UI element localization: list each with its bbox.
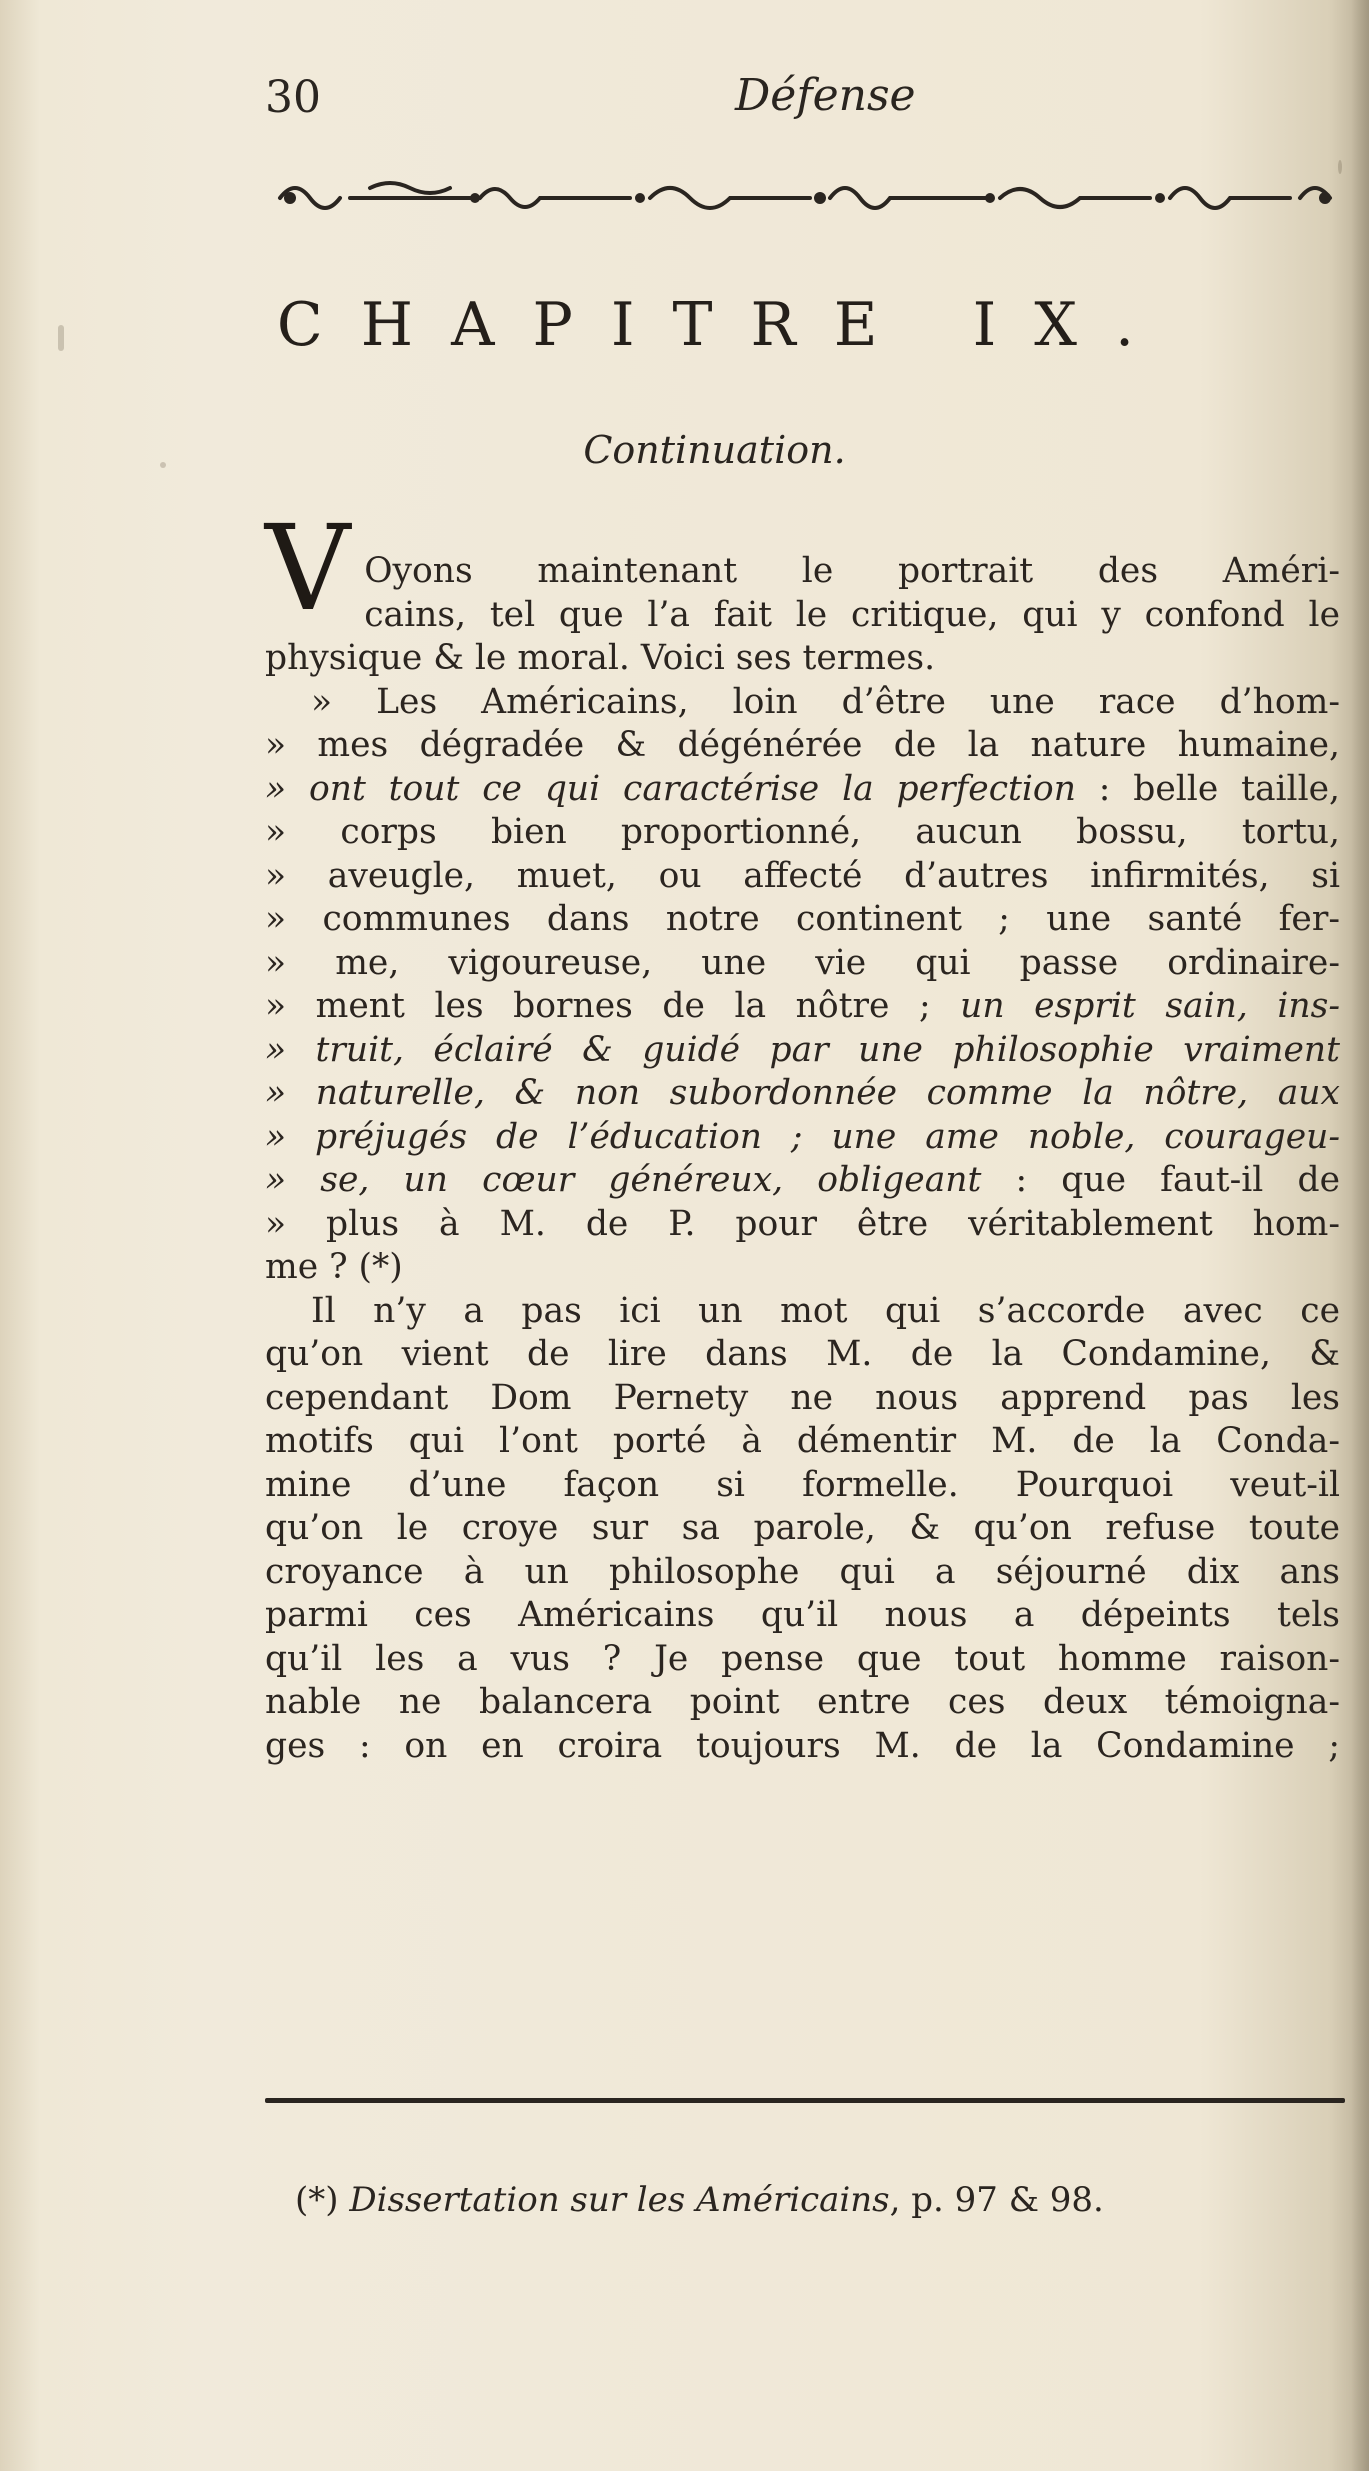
quote-line: » me, vigoureuse, une vie qui passe ordinaire- [265, 942, 1340, 983]
quote-italic-segment: » se, un cœur généreux, obligeant [265, 1160, 982, 1200]
page-edge-shadow [1351, 0, 1369, 2471]
quote-line: » préjugés de l’éducation ; une ame noble, courageu- [265, 1116, 1340, 1157]
chapter-title: CHAPITRE IX. [276, 290, 1173, 360]
text-line: Oyons maintenant le portrait des Améri- [364, 551, 1340, 591]
paper-speck [160, 462, 166, 468]
quote-line: me ? (*) [265, 1247, 403, 1287]
quote-line: » plus à M. de P. pour être véritablement hom- [265, 1203, 1340, 1244]
running-head: Défense [735, 70, 916, 121]
quote-line: » aveugle, muet, ou affecté d’autres infirmités, si [265, 855, 1340, 896]
paper-speck [1338, 160, 1342, 174]
quote-line [265, 768, 1340, 812]
footnote-title: Dissertation sur les Américains [349, 2180, 890, 2220]
quote-roman-segment: : belle taille, [1075, 768, 1340, 809]
quote-line: » Les Américains, loin d’être une race d’hom- [311, 681, 1340, 722]
footnote-rule [265, 2098, 1345, 2103]
quote-italic-segment: un esprit sain, ins- [960, 986, 1340, 1026]
paragraph-1 [265, 499, 1340, 681]
text-line: physique & le moral. Voici ses termes. [265, 638, 936, 678]
quote-roman-segment: : que faut-il de [981, 1160, 1340, 1200]
footnote [295, 2180, 1104, 2220]
quote-line [265, 985, 1340, 1029]
body-text [265, 499, 1340, 1768]
quote-line [265, 1159, 1340, 1203]
text-line: croyance à un philosophe qui a séjourné dix ans [265, 1551, 1340, 1592]
quote-line: » truit, éclairé & guidé par une philosophie vraiment [265, 1029, 1340, 1070]
text-line: Il n’y a pas ici un mot qui s’accorde avec ce [311, 1290, 1340, 1331]
paper-speck [58, 325, 64, 351]
text-line: qu’on vient de lire dans M. de la Condamine, & [265, 1334, 1340, 1374]
quote-line: » naturelle, & non subordonnée comme la nôtre, aux [265, 1073, 1340, 1113]
quote-italic-segment: » ont tout ce qui caractérise la perfection [265, 768, 1076, 809]
chapter-subtitle: Continuation. [583, 428, 846, 472]
text-line: ges : on en croira toujours M. de la Condamine ; [265, 1725, 1340, 1766]
text-line: parmi ces Américains qu’il nous a dépeints tels [265, 1595, 1340, 1635]
quote-line: » mes dégradée & dégénérée de la nature humaine, [265, 725, 1340, 765]
quote-line: » corps bien proportionné, aucun bossu, tortu, [265, 812, 1340, 852]
text-line: mine d’une façon si formelle. Pourquoi veut-il [265, 1464, 1340, 1505]
page-number: 30 [265, 72, 321, 123]
paragraph-2 [265, 1290, 1340, 1769]
quotation [265, 681, 1340, 1290]
decorative-ornament-band [270, 168, 1345, 228]
footnote-marker: (*) [295, 2180, 339, 2220]
footnote-reference: , p. 97 & 98. [889, 2180, 1104, 2220]
text-line: cependant Dom Pernety ne nous apprend pas les [265, 1377, 1340, 1418]
text-line: motifs qui l’ont porté à démentir M. de la Conda- [265, 1421, 1340, 1461]
text-line: qu’on le croye sur sa parole, & qu’on refuse toute [265, 1508, 1340, 1548]
drop-cap-letter: V [265, 499, 351, 637]
text-line: cains, tel que l’a fait le critique, qui y confond le [364, 594, 1340, 635]
text-line: qu’il les a vus ? Je pense que tout homme raison- [265, 1638, 1340, 1679]
quote-roman-segment: » ment les bornes de la nôtre ; [265, 986, 961, 1026]
quote-line: » communes dans notre continent ; une santé fer- [265, 899, 1340, 939]
text-line: nable ne balancera point entre ces deux témoigna- [265, 1682, 1340, 1722]
